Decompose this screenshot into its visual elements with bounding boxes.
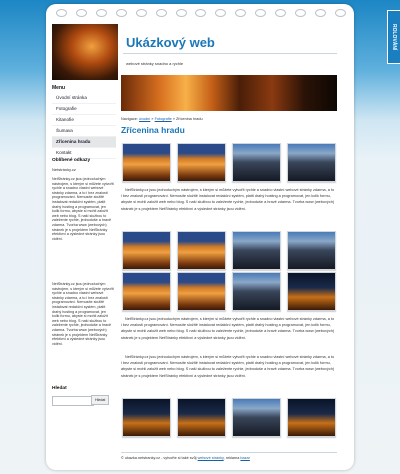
footer-middle-text: , reklama bbox=[223, 456, 240, 460]
binding-ring bbox=[275, 9, 286, 17]
binding-ring bbox=[156, 9, 167, 17]
gallery-thumbnail[interactable] bbox=[287, 272, 336, 311]
gallery-thumbnail[interactable] bbox=[122, 231, 171, 270]
binding-ring bbox=[215, 9, 226, 17]
gallery-thumbnail[interactable] bbox=[232, 398, 281, 437]
menu-item-castle-ruin[interactable]: Zřícenina hradu bbox=[52, 137, 116, 148]
gallery-thumbnail[interactable] bbox=[177, 143, 226, 182]
gallery-row bbox=[122, 272, 336, 311]
header-photo bbox=[52, 24, 118, 80]
header-banner bbox=[121, 75, 337, 111]
popular-link[interactable]: Netstránky.cz bbox=[52, 167, 76, 172]
sidebar-text-1: NetStránky.cz jsou jednoduchým nástrojem, s kterým si můžete vytvořit rychle a snadno vlastní webové stránky zdarma, a to i bez znalostí programování. Nemusíte složitě instalovat redakční systém, platit drahý hosting a programovat, jen kolik formu, abyste si mohli založit web nebo blog. S naší službou to zaležente rychle, jednoduše a hravě zdarma. Tvorba www (webových) stránek je s projektem NetStránky efektivní a výsledné stránky jsou vidění. bbox=[52, 177, 114, 241]
side-menu bbox=[52, 93, 116, 159]
binding-ring bbox=[136, 9, 147, 17]
binding-ring bbox=[96, 9, 107, 17]
breadcrumb-prefix: Navigace: bbox=[121, 117, 138, 121]
menu-item-home[interactable]: Úvodní stránka bbox=[52, 93, 116, 104]
gallery-thumbnail[interactable] bbox=[287, 231, 336, 270]
menu-item-sumava[interactable]: Šumava bbox=[52, 126, 116, 137]
search-button[interactable]: Hledat bbox=[91, 395, 109, 405]
binding-ring bbox=[255, 9, 266, 17]
article-paragraph: NetStránky.cz jsou jednoduchým nástrojem, s kterým si můžete vytvořit rychle a snadno vlastní webové stránky zdarma, a to i bez znalostí programování. Nemusíte složitě instalovat redakční systém, platit drahý hosting a programovat, jen kolik formu, abyste si mohli založit web nebo blog. S naší službou to zaležente rychle, jednoduše a hravě zdarma. Tvorba www (webových) stránek je s projektem NetStránky efektivní a výsledné stránky jsou vidění. bbox=[121, 355, 335, 378]
breadcrumb-separator: » bbox=[151, 117, 154, 121]
gallery-thumbnail[interactable] bbox=[232, 231, 281, 270]
footer-web-link[interactable]: webové stránky bbox=[197, 456, 224, 460]
binding-ring bbox=[76, 9, 87, 17]
article-paragraph: NetStránky.cz jsou jednoduchým nástrojem, s kterým si můžete vytvořit rychle a snadno vlastní webové stránky zdarma, a to i bez znalostí programování. Nemusíte složitě instalovat redakční systém, platit drahý hosting a programovat, jen kolik formu, abyste si mohli založit web nebo blog. S naší službou to zaležente rychle, jednoduše a hravě zdarma. Tvorba www (webových) stránek je s projektem NetStránky efektivní a výsledné stránky jsou vidění. bbox=[121, 317, 335, 340]
search-title: Hledat bbox=[52, 386, 67, 391]
breadcrumb-separator: » bbox=[172, 117, 175, 121]
menu-title: Menu bbox=[52, 85, 66, 91]
title-divider bbox=[123, 53, 337, 54]
gallery-row bbox=[122, 143, 336, 182]
gallery-thumbnail[interactable] bbox=[232, 272, 281, 311]
gallery-thumbnail[interactable] bbox=[287, 143, 336, 182]
site-tagline: webové stránky snadno a rychle bbox=[126, 61, 184, 66]
gallery-thumbnail[interactable] bbox=[177, 272, 226, 311]
footer-divider bbox=[121, 452, 337, 453]
breadcrumb bbox=[121, 117, 203, 121]
page-title: Zřícenina hradu bbox=[121, 125, 185, 135]
gallery-row bbox=[122, 398, 336, 437]
menu-item-photos[interactable]: Fotografie bbox=[52, 104, 116, 115]
breadcrumb-section-link[interactable]: Fotografie bbox=[154, 117, 172, 121]
binding-ring bbox=[176, 9, 187, 17]
binding-ring bbox=[335, 9, 346, 17]
menu-item-kitanofie[interactable]: Kitanofie bbox=[52, 115, 116, 126]
gallery-thumbnail[interactable] bbox=[122, 272, 171, 311]
side-scroll-tab[interactable]: ROLOVÁNÍ bbox=[387, 10, 400, 64]
gallery-thumbnail[interactable] bbox=[287, 398, 336, 437]
gallery-thumbnail[interactable] bbox=[122, 143, 171, 182]
gallery-row bbox=[122, 231, 336, 270]
binding-ring bbox=[116, 9, 127, 17]
footer-bazar-link[interactable]: bazar bbox=[240, 456, 250, 460]
footer-text: © ukazka.netstranky.cz - vytvořte si také svůj bbox=[121, 456, 197, 460]
binding-ring bbox=[195, 9, 206, 17]
binding-ring bbox=[295, 9, 306, 17]
binding-ring bbox=[235, 9, 246, 17]
breadcrumb-home-link[interactable]: úvodní bbox=[138, 117, 151, 121]
spiral-binding bbox=[56, 9, 346, 19]
popular-links-title: Oblíbené odkazy bbox=[52, 158, 91, 163]
gallery-thumbnail[interactable] bbox=[177, 398, 226, 437]
gallery-thumbnail[interactable] bbox=[122, 398, 171, 437]
search-input[interactable] bbox=[52, 396, 94, 406]
footer bbox=[121, 456, 250, 460]
gallery-thumbnail[interactable] bbox=[177, 231, 226, 270]
binding-ring bbox=[315, 9, 326, 17]
site-title[interactable]: Ukázkový web bbox=[126, 35, 215, 50]
sidebar-text-2: NetStránky.cz jsou jednoduchým nástrojem, s kterým si můžete vytvořit rychle a snadno vlastní webové stránky zdarma, a to i bez znalostí programování. Nemusíte složitě instalovat redakční systém, platit drahý hosting a programovat, jen kolik formu, abyste si mohli založit web nebo blog. S naší službou to zaležente rychle, jednoduše a hravě zdarma. Tvorba www (webových) stránek je s projektem NetStránky efektivní a výsledné stránky jsou vidění. bbox=[52, 282, 114, 346]
binding-ring bbox=[56, 9, 67, 17]
breadcrumb-current: Zřícenina hradu bbox=[175, 117, 203, 121]
article-paragraph: NetStránky.cz jsou jednoduchým nástrojem, s kterým si můžete vytvořit rychle a snadno vlastní webové stránky zdarma, a to i bez znalostí programování. Nemusíte složitě instalovat redakční systém, platit drahý hosting a programovat, jen kolik formu, abyste si mohli založit web nebo blog. S naší službou to zaležente rychle, jednoduše a hravě zdarma. Tvorba www (webových) stránek je s projektem NetStránky efektivní a výsledné stránky jsou vidění. bbox=[121, 188, 335, 211]
gallery-thumbnail[interactable] bbox=[232, 143, 281, 182]
menu-item-contact[interactable]: Kontakt bbox=[52, 148, 116, 159]
